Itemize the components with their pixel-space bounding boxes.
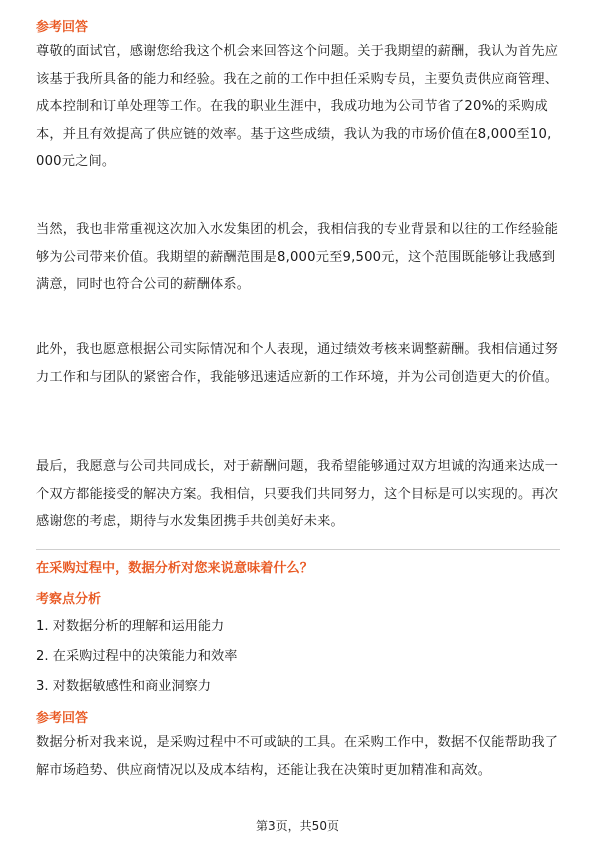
- points-heading: 考察点分析: [36, 592, 102, 607]
- page-number: 第3页，共50页: [256, 819, 339, 833]
- point-item-1: 1. 对数据分析的理解和运用能力: [36, 619, 225, 634]
- point-item-3: 3. 对数据敏感性和商业洞察力: [36, 679, 212, 694]
- answer-paragraph-2: 当然，我也非常重视这次加入水发集团的机会，我相信我的专业背景和以往的工作经验能够为公司带来价值。我期望的薪酬范围是8,000元至9,500元，这个范围既能够让我感到满意，同时也符合公司的薪酬体系。: [36, 222, 559, 292]
- point-item-2: 2. 在采购过程中的决策能力和效率: [36, 649, 238, 664]
- answer-paragraph-3: 此外，我也愿意根据公司实际情况和个人表现，通过绩效考核来调整薪酬。我相信通过努力工作和与团队的紧密合作，我能够迅速适应新的工作环境，并为公司创造更大的价值。: [36, 342, 559, 385]
- answer-paragraph-4: 最后，我愿意与公司共同成长，对于薪酬问题，我希望能够通过双方坦诚的沟通来达成一个双方都能接受的解决方案。我相信，只要我们共同努力，这个目标是可以实现的。再次感谢您的考虑，期待与水发集团携手共创美好未来。: [36, 459, 559, 529]
- answer-paragraph-1: 尊敬的面试官，感谢您给我这个机会来回答这个问题。关于我期望的薪酬，我认为首先应该基于我所具备的能力和经验。我在之前的工作中担任采购专员，主要负责供应商管理、成本控制和订单处理等工作。在我的职业生涯中，我成功地为公司节省了20%的采购成本，并且有效提高了供应链的效率。基于这些成绩，我认为我的市场价值在8,000至10,000元之间。: [36, 44, 559, 169]
- question-title: 在采购过程中，数据分析对您来说意味着什么？: [36, 561, 313, 576]
- answer-heading-2: 参考回答: [36, 711, 89, 726]
- answer-paragraph-5: 数据分析对我来说，是采购过程中不可或缺的工具。在采购工作中，数据不仅能帮助我了解市场趋势、供应商情况以及成本结构，还能让我在决策时更加精准和高效。: [36, 735, 559, 778]
- section-divider: [36, 549, 560, 550]
- answer-heading: 参考回答: [36, 20, 89, 35]
